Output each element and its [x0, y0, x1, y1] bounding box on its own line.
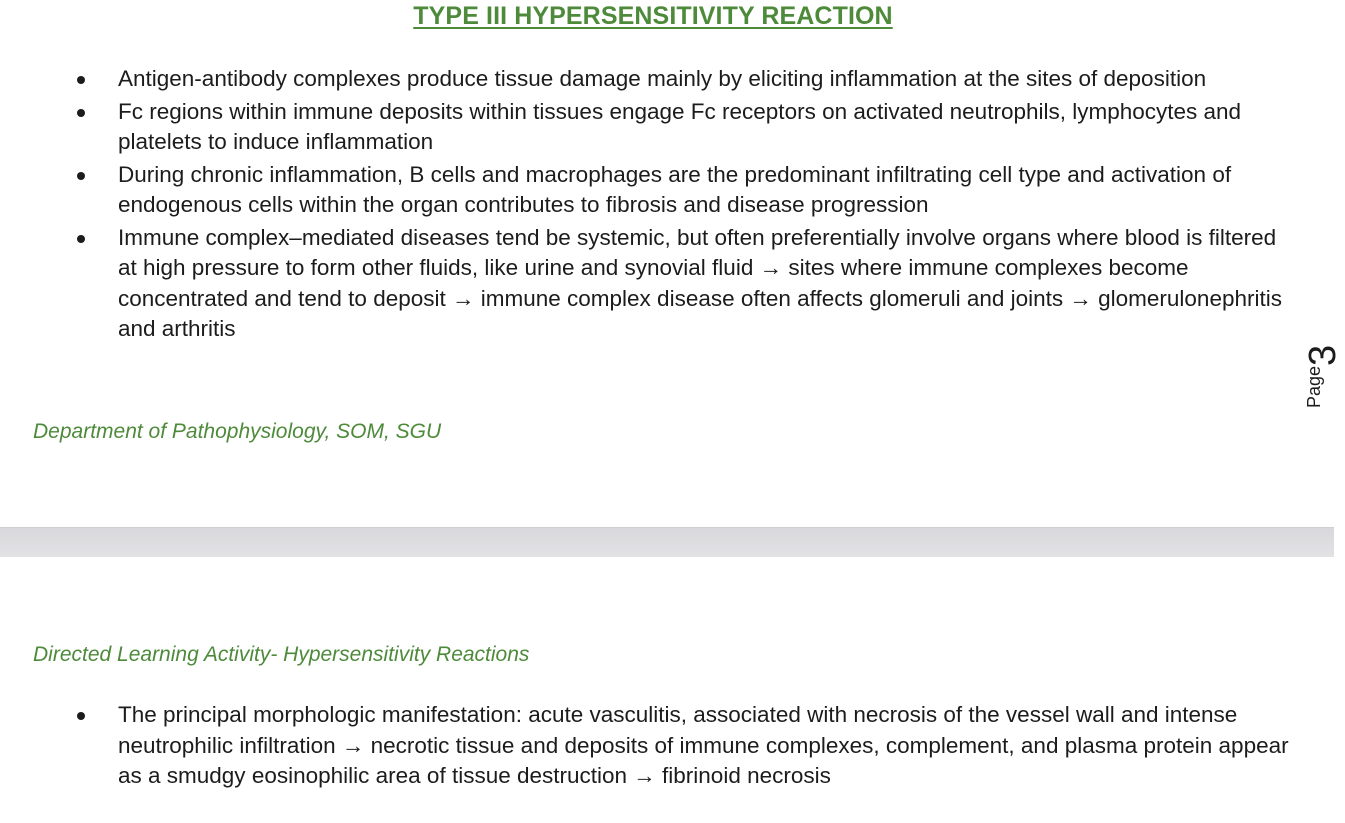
bullet-icon [77, 235, 85, 243]
bullet-icon [77, 172, 85, 180]
document-page-4 [0, 557, 1334, 823]
list-item [0, 160, 1290, 221]
list-item [0, 223, 1290, 345]
page-number: 3 [1302, 344, 1344, 366]
bullet-list [0, 64, 1290, 347]
bullet-text: During chronic inflammation, B cells and macrophages are the predominant infiltrating cell type and activation of endogenous cells within the organ contributes to fibrosis and disease progression [118, 161, 1232, 217]
bullet-list [0, 700, 1300, 794]
page-number-label [1296, 322, 1344, 410]
bullet-icon [77, 76, 85, 84]
list-item [0, 64, 1290, 95]
page-word: Page [1304, 365, 1324, 408]
bullet-icon [77, 109, 85, 117]
bullet-text: Antigen-antibody complexes produce tissue damage mainly by eliciting inflammation at the sites of deposition [118, 66, 1207, 91]
list-item [0, 97, 1290, 158]
page-footer: Department of Pathophysiology, SOM, SGU [33, 420, 442, 443]
page-separator [0, 527, 1334, 559]
page-title: TYPE III HYPERSENSITIVITY REACTION [413, 2, 893, 30]
bullet-text: Fc regions within immune deposits within tissues engage Fc receptors on activated neutrophils, lymphocytes and platelets to induce inflammation [118, 98, 1242, 154]
page-header: Directed Learning Activity- Hypersensitivity Reactions [33, 643, 530, 666]
bullet-text: The principal morphologic manifestation: acute vasculitis, associated with necrosis of the vessel wall and intense neutrophilic infiltration → necrotic tissue and deposits of immune complexes, complement, and plasma protein appear as a smudgy eosinophilic area of tissue destruction → fibrinoid necrosis [118, 702, 1289, 788]
list-item [0, 700, 1300, 792]
bullet-icon [77, 712, 85, 720]
bullet-text: Immune complex–mediated diseases tend be systemic, but often preferentially involve organs where blood is filtered at high pressure to form other fluids, like urine and synovial fluid → sites where immune complexes become concentrated and tend to deposit → immune complex disease often affects glomeruli and joints → glomerulonephritis and arthritis [118, 224, 1282, 341]
